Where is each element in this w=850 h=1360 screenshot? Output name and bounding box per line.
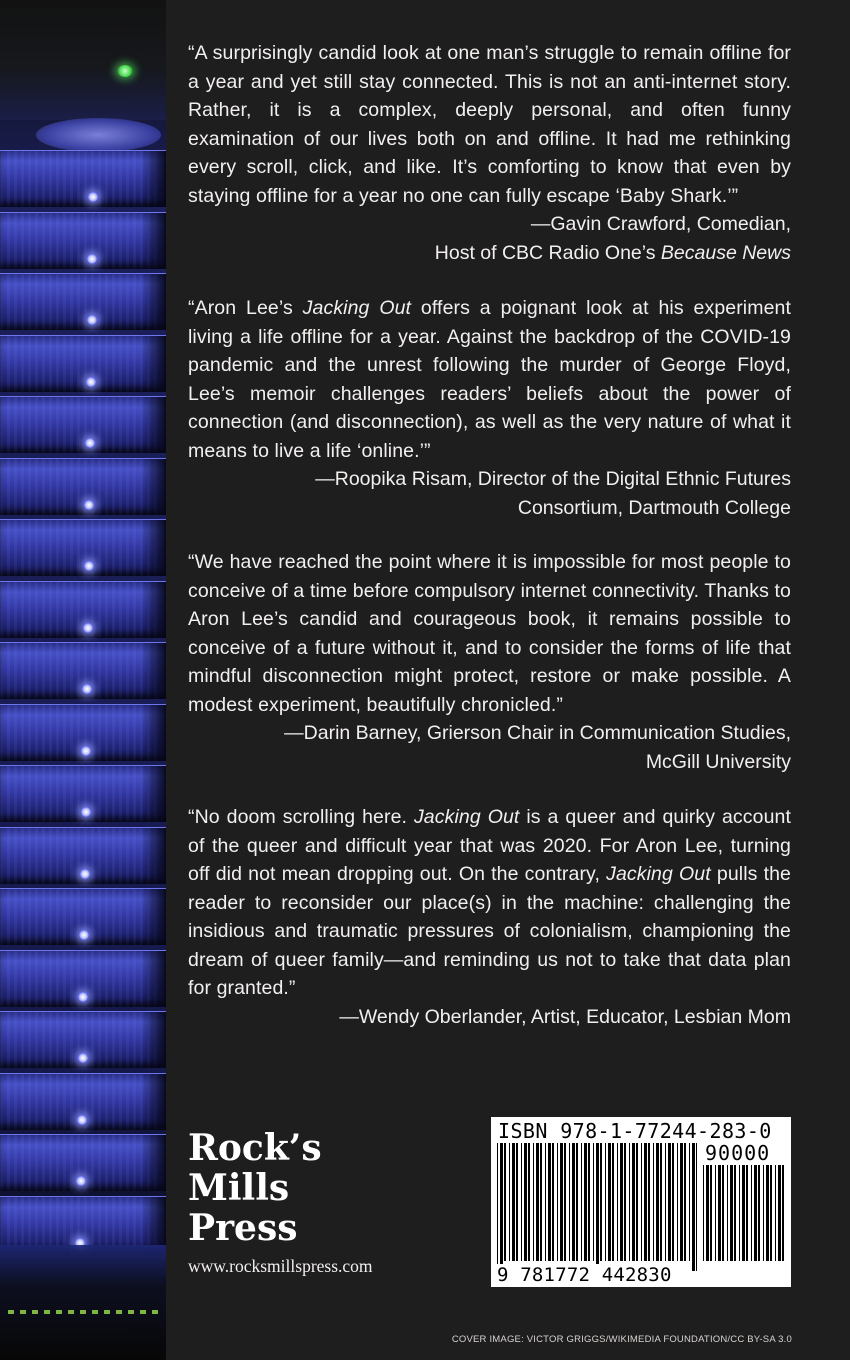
status-led-icon — [85, 438, 95, 448]
barcode-bar — [620, 1143, 623, 1261]
barcode-bar — [588, 1143, 590, 1261]
blurb-gavin-crawford — [188, 39, 791, 267]
ean-barcode-bars — [497, 1143, 697, 1271]
barcode-bar — [754, 1165, 757, 1261]
barcode-bar — [718, 1165, 721, 1261]
green-indicator-strip — [8, 1310, 158, 1314]
barcode-bar — [739, 1165, 740, 1261]
book-title: Jacking Out — [302, 297, 412, 319]
barcode-bar — [656, 1143, 659, 1261]
server-rack-photo — [0, 0, 166, 1360]
barcode-bar — [596, 1143, 599, 1271]
barcode-bar — [680, 1143, 683, 1261]
cover-image-credit: COVER IMAGE: VICTOR GRIGGS/WIKIMEDIA FOUNDATION/CC BY-SA 3.0 — [451, 1334, 792, 1345]
addon-digits: 90000 — [705, 1141, 771, 1165]
barcode-bar — [696, 1143, 697, 1271]
barcode-bar — [624, 1143, 626, 1261]
barcode-bar — [533, 1143, 534, 1261]
barcode-bar — [727, 1165, 728, 1261]
barcode-bar — [536, 1143, 539, 1261]
attribution-text: Host of CBC Radio One’s — [434, 241, 661, 264]
status-led-icon — [81, 807, 91, 817]
rack-unit — [0, 396, 166, 453]
barcode-bar — [581, 1143, 582, 1261]
status-led-icon — [81, 746, 91, 756]
barcode-bar — [612, 1143, 614, 1261]
rack-unit — [0, 458, 166, 515]
blurb-quote — [188, 294, 791, 465]
status-led-icon — [80, 869, 90, 879]
barcode-bar — [552, 1143, 554, 1261]
quote-text: “No doom scrolling here. — [188, 806, 414, 828]
rack-glow — [36, 118, 161, 152]
blurb-attribution: —Gavin Crawford, Comedian, — [530, 213, 791, 235]
rack-top-shadow — [0, 0, 166, 120]
logo-line: Press — [188, 1207, 298, 1249]
barcode-bar — [665, 1143, 666, 1261]
barcode-bar — [684, 1143, 686, 1261]
barcode-bar — [730, 1165, 733, 1261]
barcode-bar — [521, 1143, 522, 1261]
barcode-bar — [593, 1143, 594, 1261]
barcode-bar — [742, 1165, 745, 1261]
blurb-attribution-line2: Consortium, Dartmouth College — [517, 496, 791, 519]
barcode-bar — [672, 1143, 674, 1261]
barcode-bar — [770, 1165, 772, 1261]
barcode-bar — [572, 1143, 575, 1261]
barcode-bar — [500, 1143, 503, 1271]
barcode-bar — [660, 1143, 662, 1261]
blurb-quote — [188, 803, 791, 1003]
barcode-bar — [706, 1165, 709, 1261]
barcode-bar — [584, 1143, 587, 1261]
barcode-bar — [648, 1143, 650, 1261]
barcode-bar — [504, 1143, 506, 1261]
barcode-bar — [548, 1143, 551, 1261]
barcode-bar — [509, 1143, 510, 1261]
book-title: Jacking Out — [606, 863, 711, 885]
quote-text: “Aron Lee’s — [188, 297, 303, 319]
barcode-bar — [497, 1143, 498, 1271]
rack-unit — [0, 335, 166, 392]
show-title: Because News — [660, 241, 791, 264]
blurb-wendy-oberlander — [188, 803, 791, 1031]
barcode-bar — [782, 1165, 784, 1261]
rack-unit — [0, 150, 166, 207]
barcode-bar — [636, 1143, 638, 1261]
barcode-bar — [600, 1143, 602, 1261]
barcode-bar — [569, 1143, 570, 1261]
logo-line: Rock’s — [188, 1127, 322, 1169]
barcode-bar — [516, 1143, 518, 1261]
barcode-bar — [692, 1143, 695, 1271]
barcode-bar — [734, 1165, 736, 1261]
rack-unit — [0, 519, 166, 576]
quote-text: pulls the reader to reconsider our place(s) in the machine: challenging the insidious and traumatic pressures of colonialism, championing the dream of queer family—and reminding us not to take that data plan for granted.” — [188, 863, 791, 999]
barcode-bar — [758, 1165, 760, 1261]
barcode-bar — [608, 1143, 611, 1261]
status-led-icon — [86, 377, 96, 387]
barcode-bar — [545, 1143, 546, 1261]
blurb-darin-barney — [188, 548, 791, 776]
blurb-roopika-risam — [188, 294, 791, 522]
barcode-bar — [528, 1143, 530, 1261]
rack-unit — [0, 212, 166, 269]
blurb-attribution: —Wendy Oberlander, Artist, Educator, Lesbian Mom — [339, 1005, 791, 1028]
barcode-bar — [722, 1165, 724, 1261]
status-led-icon — [78, 1053, 88, 1063]
barcode-bar — [775, 1165, 776, 1261]
barcode-bar — [576, 1143, 578, 1261]
publisher-url: www.rocksmillspress.com — [188, 1256, 373, 1276]
barcode-bar — [763, 1165, 764, 1261]
addon-barcode-bars — [703, 1165, 787, 1271]
blurb-attribution: —Roopika Risam, Director of the Digital Ethnic Futures — [315, 468, 791, 490]
logo-line: Mills — [188, 1167, 290, 1209]
blurb-attribution-line2: McGill University — [645, 750, 791, 773]
blurb-quote: “A surprisingly candid look at one man’s struggle to remain offline for a year and yet still stay connected. This is not an anti-internet story. Rather, it is a complex, deeply personal, and often funny examination of our lives both on and offline. It had me rethinking every scroll, click, and like. It’s comforting to know that even by staying offline for a year no one can fully escape ‘Baby Shark.’” — [188, 42, 791, 207]
barcode-bar — [629, 1143, 630, 1261]
barcode-bar — [778, 1165, 781, 1261]
status-led-icon — [84, 500, 94, 510]
publisher-logo — [188, 1128, 418, 1248]
status-led-icon — [87, 315, 97, 325]
status-led-icon — [76, 1176, 86, 1186]
barcode-bar — [617, 1143, 618, 1261]
barcode-bar — [560, 1143, 563, 1261]
barcode-bar — [632, 1143, 635, 1261]
status-led-icon — [88, 192, 98, 202]
status-led-icon — [82, 684, 92, 694]
barcode-bar — [677, 1143, 678, 1261]
status-led-icon — [87, 254, 97, 264]
book-title: Jacking Out — [413, 806, 520, 828]
status-led-icon — [78, 992, 88, 1002]
status-led-icon — [77, 1115, 87, 1125]
blurb-quote: “We have reached the point where it is impossible for most people to conceive of a time before compulsory internet connectivity. Thanks to Aron Lee’s candid and courageous book, it remains possible to conceive of a future without it, and to consider the forms of life that mindful disconnection might protect, restore or make possible. A modest experiment, beautifully chronicled.” — [188, 551, 791, 716]
barcode-bar — [653, 1143, 654, 1261]
isbn-label: ISBN 978-1-77244-283-0 — [498, 1119, 772, 1143]
barcode-bar — [746, 1165, 748, 1261]
barcode-bar — [512, 1143, 515, 1261]
rack-unit — [0, 273, 166, 330]
barcode-bar — [605, 1143, 606, 1261]
status-led-icon — [84, 561, 94, 571]
barcode-bar — [641, 1143, 642, 1261]
barcode-bar — [557, 1143, 558, 1261]
barcode-bar — [524, 1143, 527, 1261]
blurb-attribution-line2 — [188, 239, 791, 268]
barcode-bar — [703, 1165, 704, 1261]
barcode-bar — [540, 1143, 542, 1261]
status-led-icon — [79, 930, 89, 940]
blurb-attribution: —Darin Barney, Grierson Chair in Communication Studies, — [284, 722, 791, 744]
barcode-bar — [751, 1165, 752, 1261]
quote-text: offers a poignant look at his experiment living a life offline for a year. Against the backdrop of the COVID-19 pandemic and the unrest following the murder of George Floyd, Lee’s memoir challenges readers’ beliefs about the power of connection (and disconnection), as well as the very nature of what it means to live a life ‘online.’” — [188, 297, 791, 462]
barcode-bar — [710, 1165, 712, 1261]
green-status-light — [117, 65, 133, 77]
status-led-icon — [83, 623, 93, 633]
barcode-bar — [715, 1165, 716, 1261]
isbn-barcode — [491, 1117, 791, 1287]
barcode-bar — [564, 1143, 566, 1261]
barcode-bar — [766, 1165, 769, 1261]
ean-digits: 9 781772 442830 — [497, 1264, 672, 1286]
barcode-bar — [668, 1143, 671, 1261]
rack-bottom-shadow — [0, 1245, 166, 1360]
quote-text: is a queer and quirky account of the queer and difficult year that was 2020. For Aron Lee, turning off did not mean dropping out. On the contrary, — [188, 806, 791, 885]
barcode-bar — [644, 1143, 647, 1261]
barcode-bar — [689, 1143, 690, 1261]
